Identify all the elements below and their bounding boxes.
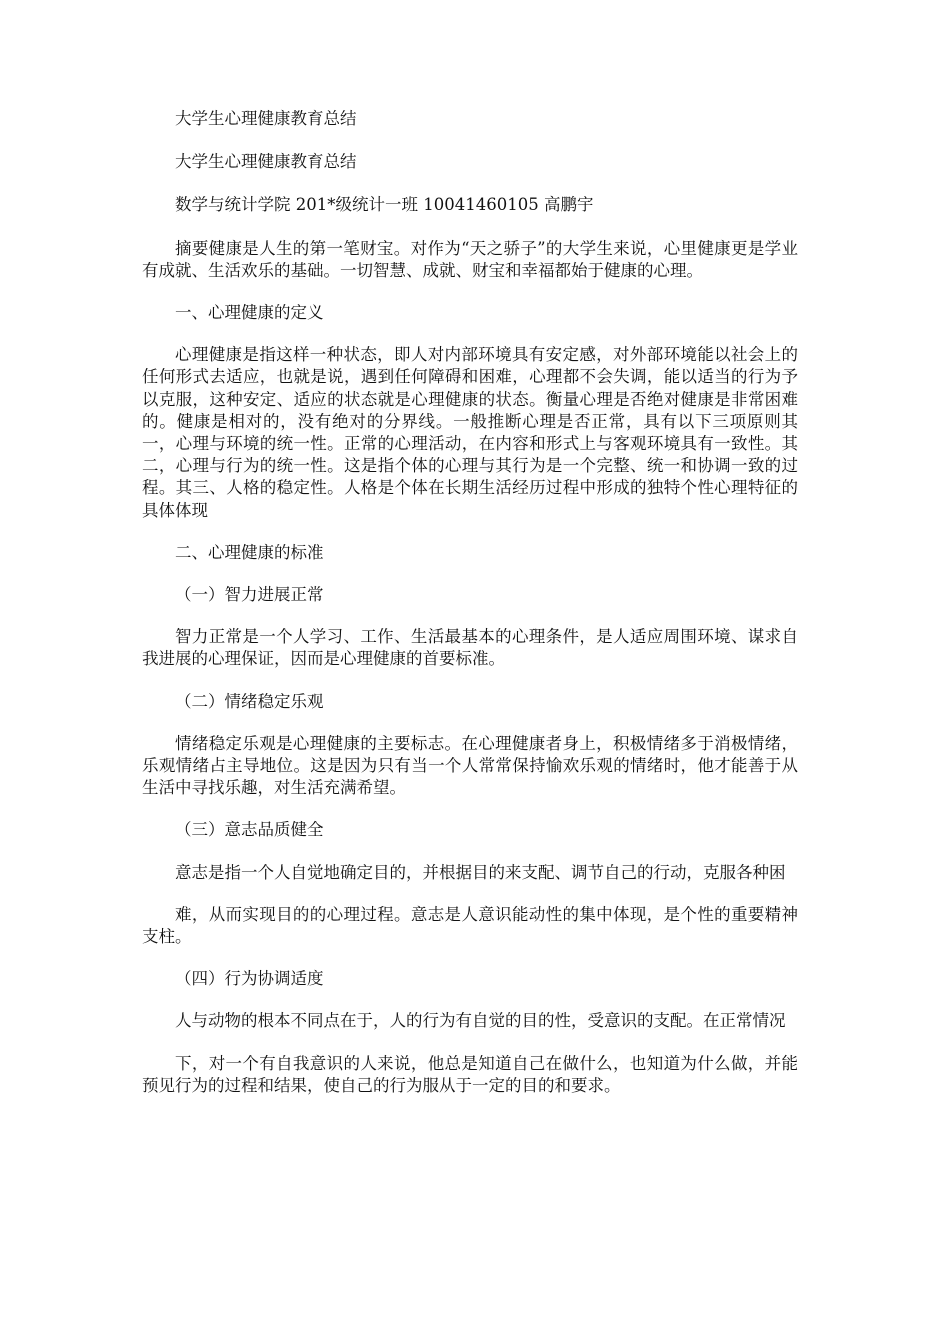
- subheading-behavior: （四）行为协调适度: [175, 969, 324, 989]
- abstract-paragraph: 摘要健康是人生的第一笔财宝。对作为“天之骄子”的大学生来说，心里健康更是学业有成就、生活欢乐的基础。一切智慧、成就、财宝和幸福都始于健康的心理。: [142, 238, 798, 280]
- section-heading-standards: 二、心理健康的标准: [175, 542, 324, 562]
- will-paragraph-part2: 难，从而实现目的的心理过程。意志是人意识能动性的集中体现，是个性的重要精神支柱。: [142, 904, 798, 947]
- emotion-paragraph: 情绪稳定乐观是心理健康的主要标志。在心理健康者身上，积极情绪多于消极情绪，乐观情绪占主导地位。这是因为只有当一个人常常保持愉欢乐观的情绪时，他才能善于从生活中寻找乐趣，对生活充满希望。: [142, 733, 798, 798]
- behavior-paragraph-part1: 人与动物的根本不同点在于，人的行为有自觉的目的性，受意识的支配。在正常情况: [175, 1011, 786, 1031]
- document-subtitle: 大学生心理健康教育总结: [175, 152, 357, 172]
- subheading-will: （三）意志品质健全: [175, 820, 324, 840]
- behavior-paragraph-part2: 下，对一个有自我意识的人来说，他总是知道自己在做什么，也知道为什么做，并能预见行为的过程和结果，使自己的行为服从于一定的目的和要求。: [142, 1053, 798, 1095]
- intelligence-paragraph: 智力正常是一个人学习、工作、生活最基本的心理条件，是人适应周围环境、谋求自我进展的心理保证，因而是心理健康的首要标准。: [142, 627, 798, 669]
- section-heading-definition: 一、心理健康的定义: [175, 303, 324, 323]
- document-page: [142, 108, 798, 1117]
- subheading-intelligence: （一）智力进展正常: [175, 585, 324, 605]
- document-title: 大学生心理健康教育总结: [175, 109, 357, 128]
- definition-paragraph: 心理健康是指这样一种状态，即人对内部环境具有安定感，对外部环境能以社会上的任何形式去适应，也就是说，遇到任何障碍和困难，心理都不会失调，能以适当的行为予以克服，这种安定、适应的状态就是心理健康的状态。衡量心理是否绝对健康是非常困难的。健康是相对的，没有绝对的分界线。一般推断心理是否正常，具有以下三项原则其一，心理与环境的统一性。正常的心理活动，在内容和形式上与客观环境具有一致性。其二，心理与行为的统一性。这是指个体的心理与其行为是一个完整、统一和协调一致的过程。其三、人格的稳定性。人格是个体在长期生活经历过程中形成的独特个性心理特征的具体体现: [142, 345, 798, 520]
- author-line: 数学与统计学院 201*级统计一班 10041460105 高鹏宇: [175, 195, 594, 215]
- will-paragraph-part1: 意志是指一个人自觉地确定目的，并根据目的来支配、调节自己的行动，克服各种困: [175, 862, 786, 882]
- subheading-emotion: （二）情绪稳定乐观: [175, 691, 324, 711]
